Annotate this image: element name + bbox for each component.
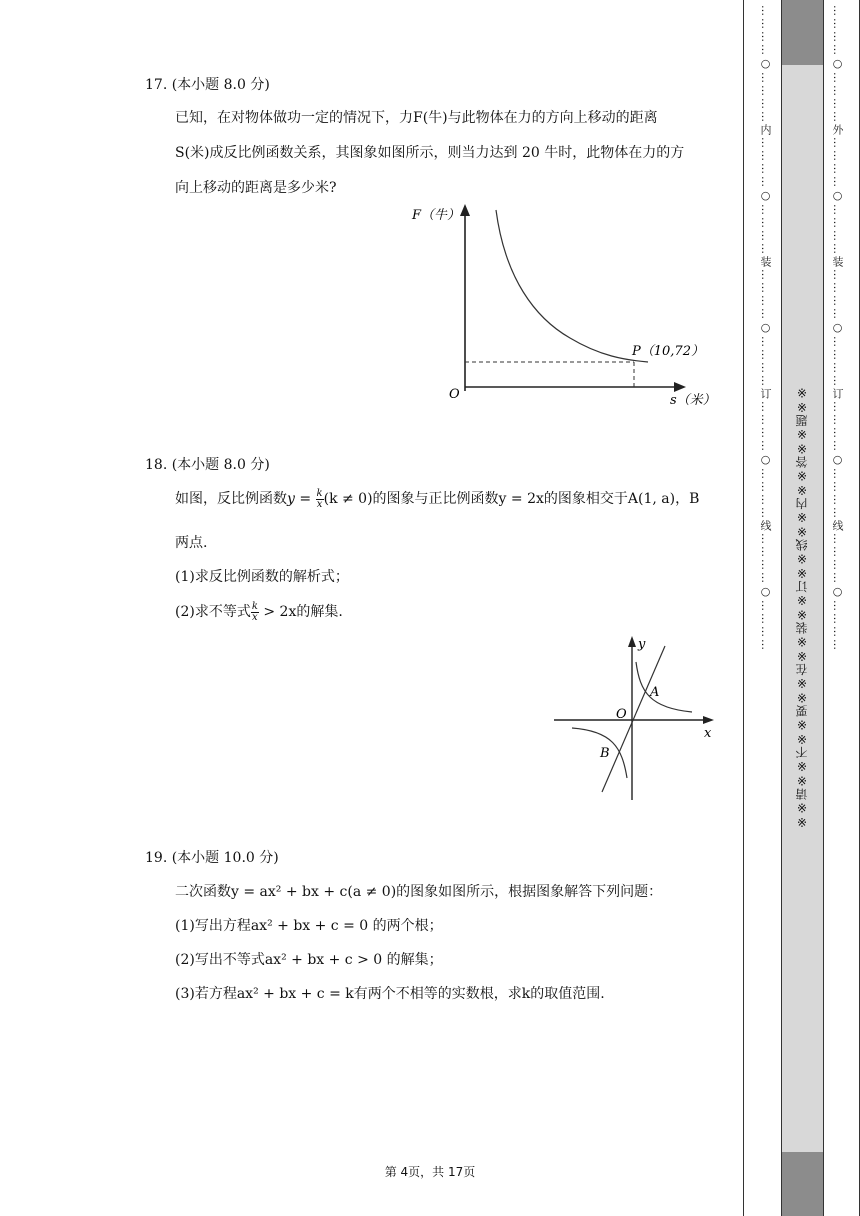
q18-y-arrow [628,636,636,647]
binder-mid-rule [823,0,824,1216]
binder-strip-bottom-block [782,1152,823,1216]
q18-part2-prefix: (2)求不等式 [175,604,251,620]
q18-line1-frac-num: k [316,487,323,499]
q17-x-arrow [674,382,686,392]
q18-line-1 [175,488,699,510]
q19-header: 19. (本小题 10.0 分) [145,850,279,866]
q17-header: 17. (本小题 8.0 分) [145,77,270,93]
q18-point-a: A [650,685,660,700]
q18-part-1: (1)求反比例函数的解析式； [175,569,349,585]
q18-part2-frac-den: x [252,611,258,623]
q18-y-label: y [638,637,646,652]
q19-part-2: (2)写出不等式ax² + bx + c > 0 的解集； [175,952,443,968]
q17-x-label: s（米） [670,393,716,408]
q19-intro: 二次函数y = ax² + bx + c(a ≠ 0)的图象如图所示，根据图象解答下列问题： [175,884,663,900]
binding-margin [743,0,860,1216]
binder-outer-column [829,5,845,1211]
binder-left-rule [743,0,744,1216]
q17-line-3: 向上移动的距离是多少米? [175,180,337,196]
q18-line1-frac-den: x [316,498,323,510]
q17-y-arrow [460,204,470,216]
binder-outer-text: …………○…………外…………○…………装…………○…………订…………○…………线…………○………… [831,5,844,652]
q17-figure [400,198,730,413]
q17-y-label: F（牛） [412,208,461,223]
q17-line-2: S(米)成反比例函数关系，其图象如图所示，则当力达到 20 牛时，此物体在力的方 [175,145,685,161]
binder-inner-text: …………○…………内…………○…………装…………○…………订…………○…………线…………○………… [759,5,772,652]
q17-line-1: 已知，在对物体做功一定的情况下，力F(牛)与此物体在力的方向上移动的距离 [175,110,658,126]
q18-point-b: B [600,746,610,761]
q19-part-3: (3)若方程ax² + bx + c = k有两个不相等的实数根，求k的取值范围. [175,986,605,1002]
q18-part2-frac-num: k [251,600,258,612]
q18-line-y2x [602,646,665,792]
q18-hyperbola-q1 [636,662,692,712]
q18-line1-prefix: 如图，反比例函数 [175,491,287,507]
q18-part-2 [175,601,343,623]
q17-origin: O [449,387,460,402]
q18-line-2: 两点. [175,535,208,551]
binder-grey-strip [781,0,824,1216]
q18-part2-fraction [251,602,259,623]
q18-line1-fraction [316,489,324,510]
q17-point-label: P（10,72） [632,344,704,359]
q18-figure [550,632,720,804]
q17-curve [496,210,648,362]
binder-inner-column [757,5,773,1211]
binder-strip-top-block [782,0,823,65]
q18-origin: O [616,707,627,722]
q18-header: 18. (本小题 8.0 分) [145,457,270,473]
q19-part-1: (1)写出方程ax² + bx + c = 0 的两个根； [175,918,443,934]
page-footer: 第 4页，共 17页 [384,1165,476,1179]
q18-line1-mid: (k ≠ 0)的图象与正比例函数y = 2x的图象相交于A(1, a)，B [323,491,700,507]
q18-part2-suffix: > 2x的解集. [263,604,343,620]
binder-notice: ※※请※※不※※要※※在※※装※※订※※线※※内※※答※※题※※ [795,385,809,829]
q18-x-arrow [703,716,714,724]
q18-x-label: x [704,726,712,741]
q18-line1-func: y = [287,491,312,507]
